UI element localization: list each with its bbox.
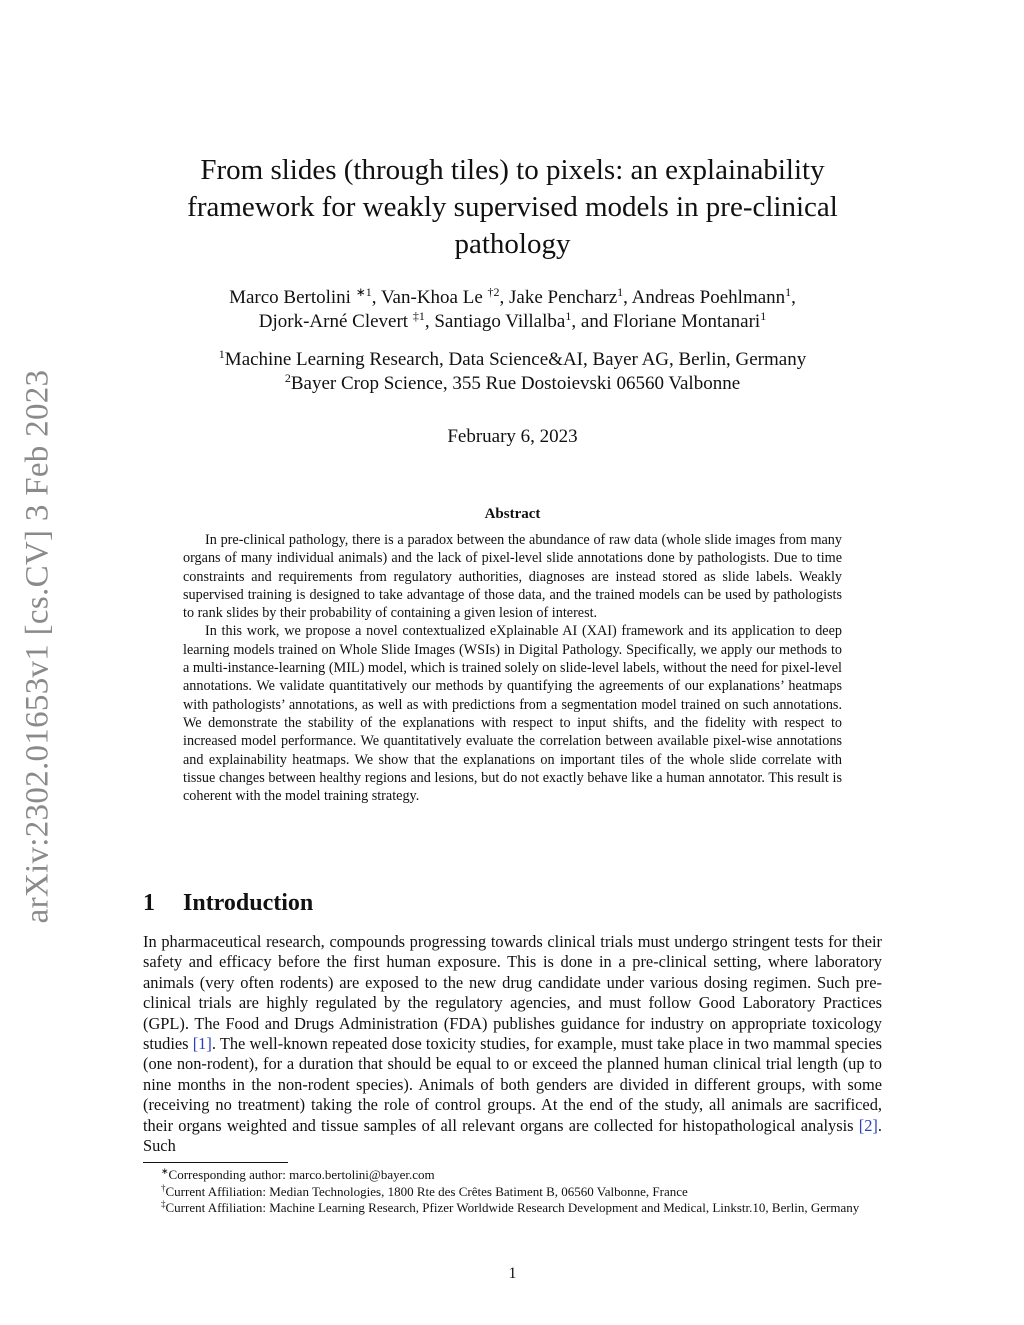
author-mark: 1	[565, 309, 572, 323]
author-mark: †2	[487, 285, 500, 299]
author-line-2	[143, 310, 882, 334]
affiliation-mark: 2	[284, 371, 291, 385]
affiliation-1	[143, 348, 882, 372]
author-mark: ‡1	[412, 309, 425, 323]
author-name: , Santiago Villalba	[424, 311, 566, 332]
publication-date: February 6, 2023	[447, 426, 578, 447]
section-number: 1	[143, 890, 155, 916]
title-line-1: From slides (through tiles) to pixels: an explainability	[200, 154, 825, 186]
footnote-3	[143, 1200, 882, 1217]
author-mark: ∗1	[355, 285, 372, 299]
abstract-body	[183, 531, 842, 805]
author-name: , Jake Pencharz	[499, 287, 618, 308]
citation-link-2[interactable]: [2]	[858, 1115, 878, 1135]
author-name: , Andreas Poehlmann	[623, 287, 786, 308]
abstract-paragraph-1: In pre-clinical pathology, there is a paradox between the abundance of raw data (whole slide images from many organs of many individual animals) and the lack of pixel-level slide annotations done by pathologists. Due to time constraints and requirements from regulatory authorities, diagnoses are instead stored as slide labels. Weakly supervised training is designed to take advantage of those data, and the trained models can be used by pathologists to rank slides by their probability of containing a given lesion of interest.	[183, 532, 842, 622]
affiliation-mark: 1	[218, 347, 225, 361]
affiliation-list	[143, 348, 882, 396]
affiliation-2	[143, 372, 882, 396]
author-mark: 1	[785, 285, 792, 299]
introduction-paragraph	[143, 932, 882, 1156]
author-name: Marco Bertolini	[229, 287, 356, 308]
author-mark: 1	[617, 285, 624, 299]
citation-link-1[interactable]: [1]	[192, 1034, 212, 1054]
author-list	[143, 286, 882, 334]
abstract-paragraph-2: In this work, we propose a novel contextualized eXplainable AI (XAI) framework and its application to deep learning models trained on Whole Slide Images (WSIs) in Digital Pathology. Specifically, we apply our methods to a multi-instance-learning (MIL) model, which is trained solely on slide-level labels, without the need for pixel-level annotations. We validate quantitatively our methods by quantifying the agreements of our explanations’ heatmaps with pathologists’ annotations, as well as with predictions from a segmentation model trained on such annotations. We demonstrate the stability of the explanations with respect to input shifts, and the fidelity with respect to increased model performance. We quantitatively evaluate the correlation between available pixel-wise annotations and explainability heatmaps. We show that the explanations on important tiles of the whole slide correlate with tissue changes between healthy regions and lesions, but do not exactly behave like a human annotator. This result is coherent with the model training strategy.	[183, 623, 842, 805]
author-line-1	[143, 286, 882, 310]
arxiv-identifier-text: arXiv:2302.01653v1 [cs.CV] 3 Feb 2023	[19, 369, 56, 923]
affiliation-text: Machine Learning Research, Data Science&AI, Bayer AG, Berlin, Germany	[224, 349, 807, 370]
author-name: , Van-Khoa Le	[371, 287, 488, 308]
affiliation-text: Bayer Crop Science, 355 Rue Dostoievski 06560 Valbonne	[290, 373, 741, 394]
title-line-2: framework for weakly supervised models in pre-clinical	[187, 191, 838, 223]
footnote-mark: ‡	[161, 1199, 166, 1209]
author-name: , and Floriane Montanari	[571, 311, 761, 332]
intro-text-part-2: . The well-known repeated dose toxicity studies, for example, must take place in two mammal species (one non-rodent), for a duration that should be equal to or exceed the planned human clinical trial length (up to nine months in the non-rodent species). Animals of both genders are divided in different groups, with some (receiving no treatment) taking the role of control groups. At the end of the study, all animals are sacrificed, their organs weighted and tissue samples of all relevant organs are collected for histopathological analysis	[143, 1034, 882, 1135]
arxiv-identifier-stamp	[14, 362, 62, 930]
footnote-1	[143, 1167, 882, 1184]
author-name: Djork-Arné Clevert	[258, 311, 413, 332]
author-mark: 1	[760, 309, 767, 323]
title-line-3: pathology	[454, 228, 571, 260]
footnote-text: Current Affiliation: Machine Learning Research, Pfizer Worldwide Research Development and Medical, Linkstr.10, Berlin, Germany	[165, 1200, 860, 1215]
paper-title	[143, 152, 882, 263]
footnote-2	[143, 1184, 882, 1201]
footnote-mark: ∗	[161, 1166, 169, 1176]
footnote-text: Current Affiliation: Median Technologies, 1800 Rte des Crêtes Batiment B, 06560 Valbonne, France	[165, 1183, 688, 1199]
page-number: 1	[508, 1265, 517, 1282]
footnote-text: Corresponding author: marco.bertolini@bayer.com	[168, 1167, 435, 1182]
section-heading-introduction	[143, 890, 313, 917]
footnote-mark: †	[161, 1182, 166, 1193]
footnote-divider	[143, 1162, 288, 1163]
section-title: Introduction	[183, 890, 314, 916]
intro-text-part-1: In pharmaceutical research, compounds progressing towards clinical trials must undergo stringent tests for their safety and efficacy before the first human exposure. This is done in a pre-clinical setting, where laboratory animals (very often rodents) are exposed to the new drug candidate under various dosing regimen. Such pre-clinical trials are highly regulated by the regulatory agencies, and must follow Good Laboratory Practices (GPL). The Food and Drugs Administration (FDA) publishes guidance for industry on appropriate toxicology studies	[143, 932, 882, 1054]
intro-text-part-3: . Such	[143, 1115, 882, 1156]
author-separator: ,	[791, 287, 796, 308]
abstract-heading: Abstract	[484, 506, 541, 522]
footnotes	[143, 1167, 882, 1217]
